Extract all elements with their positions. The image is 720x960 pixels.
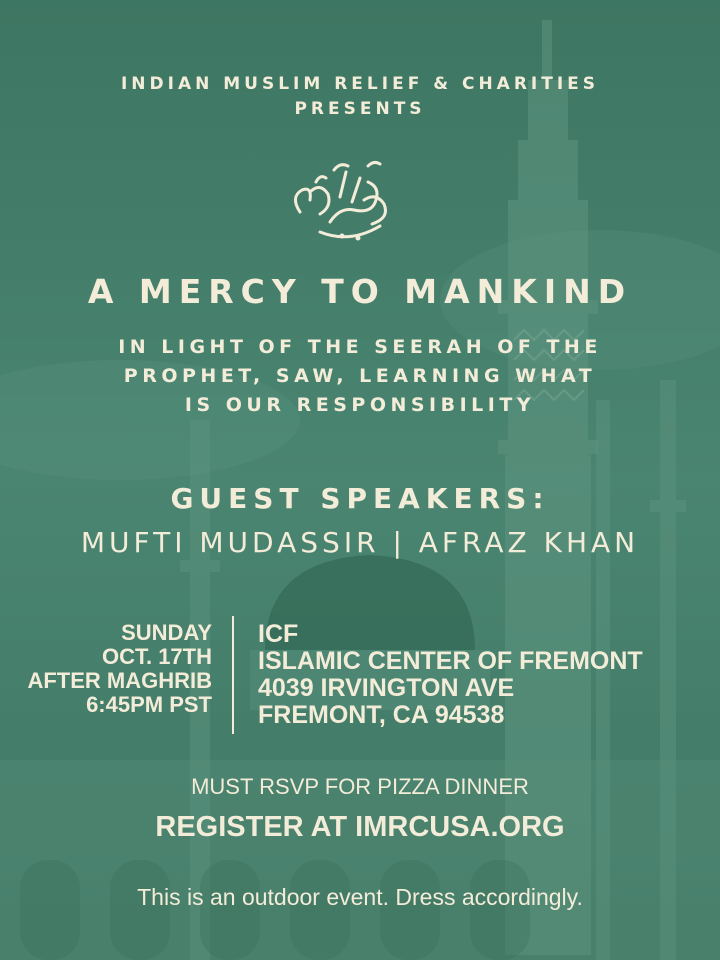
venue-city: FREMONT, CA 94538 [258, 701, 505, 729]
organizer-heading [0, 72, 720, 122]
subtitle-line: IN LIGHT OF THE SEERAH OF THE [118, 336, 602, 358]
subtitle-line: IS OUR RESPONSIBILITY [184, 394, 536, 416]
event-venue [258, 621, 643, 729]
arabic-calligraphy-icon [280, 152, 400, 252]
rsvp-notice: MUST RSVP FOR PIZZA DINNER [191, 774, 529, 799]
schedule-venue-divider [232, 616, 234, 734]
dress-note: This is an outdoor event. Dress accordingly. [137, 884, 583, 910]
schedule-prayer: AFTER MAGHRIB [27, 668, 212, 693]
venue-abbreviation: ICF [258, 620, 299, 648]
event-subtitle [0, 333, 720, 420]
register-link[interactable]: REGISTER AT IMRCUSA.ORG [155, 811, 565, 843]
subtitle-line: PROPHET, SAW, LEARNING WHAT [123, 365, 597, 387]
venue-street: 4039 IRVINGTON AVE [258, 674, 515, 702]
schedule-time: 6:45PM PST [86, 692, 212, 717]
event-schedule [27, 621, 212, 717]
guest-speakers-names: MUFTI MUDASSIR | AFRAZ KHAN [80, 526, 640, 559]
presents-text: PRESENTS [294, 99, 426, 119]
schedule-date: OCT. 17TH [101, 644, 212, 669]
guest-speakers-label: GUEST SPEAKERS: [170, 482, 550, 515]
venue-name: ISLAMIC CENTER OF FREMONT [258, 647, 643, 675]
organization-name: INDIAN MUSLIM RELIEF & CHARITIES [120, 74, 600, 94]
event-title: A MERCY TO MANKIND [87, 272, 633, 311]
schedule-day: SUNDAY [121, 620, 212, 645]
